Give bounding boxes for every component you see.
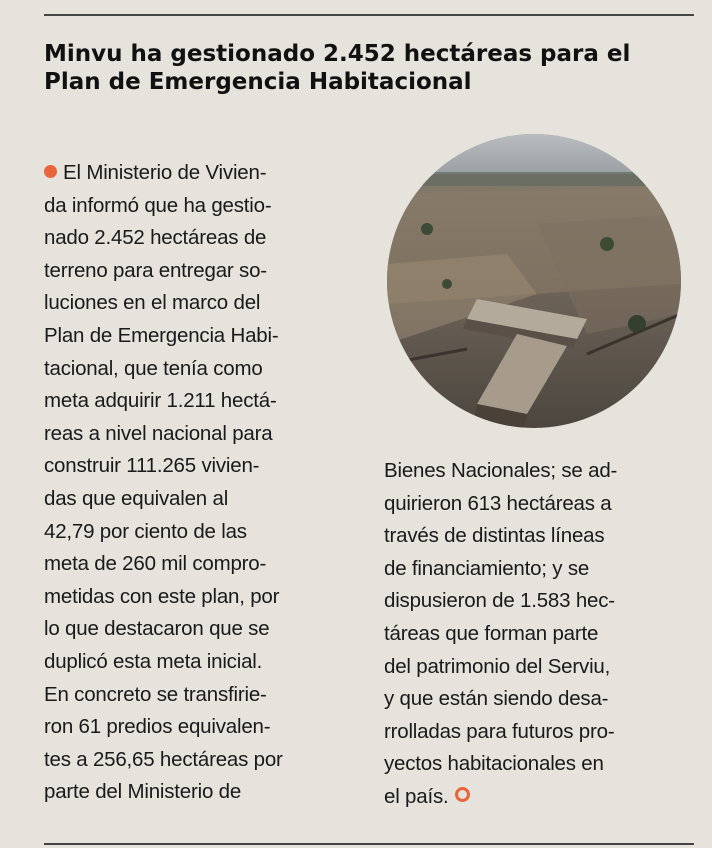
end-mark-icon: [455, 787, 470, 802]
text-line: del patrimonio del Serviu,: [384, 654, 611, 678]
text-line: Bienes Nacionales; se ad-: [384, 459, 618, 482]
text-line-content: el país.: [384, 784, 449, 808]
text-line: lo que destacaron que se: [44, 617, 270, 641]
text-line: nado 2.452 hectáreas de: [44, 226, 267, 250]
text-line: yectos habitacionales en: [384, 752, 604, 776]
text-line: construir 111.265 vivien-: [44, 454, 260, 478]
left-column: [44, 157, 364, 809]
text-line: rrolladas para futuros pro-: [384, 719, 615, 743]
text-line: [44, 157, 364, 190]
text-line: duplicó esta meta inicial.: [44, 649, 263, 673]
article-headline: Minvu ha gestionado 2.452 hectáreas para el Plan de Emergencia Habitacional: [44, 41, 631, 95]
text-line: Plan de Emergencia Habi-: [44, 323, 279, 347]
text-line: de financiamiento; y se: [384, 556, 590, 580]
text-line: da informó que ha gestio-: [44, 193, 272, 217]
text-line: meta adquirir 1.211 hectá-: [44, 389, 277, 413]
text-line: y que están siendo desa-: [384, 687, 609, 711]
text-line-content: El Ministerio de Vivien-: [63, 161, 267, 184]
text-line: dispusieron de 1.583 hec-: [384, 589, 615, 613]
text-line: En concreto se transfirie-: [44, 682, 267, 706]
right-column: [384, 455, 694, 814]
text-line: [384, 781, 694, 814]
top-rule: [44, 14, 694, 16]
bottom-rule: [44, 843, 694, 845]
text-line: través de distintas líneas: [384, 524, 605, 548]
text-line: tacional, que tenía como: [44, 356, 263, 380]
text-line: das que equivalen al: [44, 486, 229, 510]
aerial-photo-illustration: [387, 134, 681, 428]
text-line: quirieron 613 hectáreas a: [384, 491, 612, 515]
text-line: terreno para entregar so-: [44, 258, 267, 282]
bullet-dot-icon: [44, 165, 57, 178]
text-line: parte del Ministerio de: [44, 780, 242, 804]
text-line: metidas con este plan, por: [44, 584, 280, 608]
text-line: tes a 256,65 hectáreas por: [44, 747, 283, 771]
text-line: meta de 260 mil compro-: [44, 552, 267, 576]
text-line: 42,79 por ciento de las: [44, 519, 247, 543]
text-line: reas a nivel nacional para: [44, 421, 273, 445]
text-line: táreas que forman parte: [384, 621, 599, 645]
text-line: luciones en el marco del: [44, 291, 261, 315]
article-photo: [387, 134, 681, 428]
text-line: ron 61 predios equivalen-: [44, 715, 271, 739]
